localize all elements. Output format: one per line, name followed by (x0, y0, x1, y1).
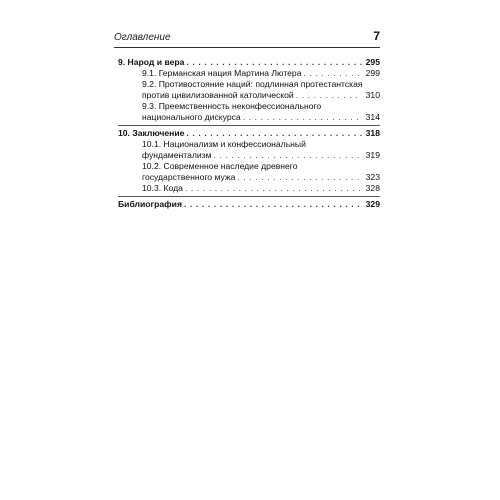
toc-bibliography[interactable] (118, 199, 380, 210)
leader-dots (184, 199, 362, 210)
toc-section-title-cont: национального дискурса (142, 112, 241, 122)
toc-page-number: 318 (365, 128, 380, 138)
toc-page-number: 299 (365, 68, 380, 78)
leader-dots (237, 172, 362, 183)
toc-section-9-3[interactable] (118, 101, 380, 123)
toc-chapter-title: 9. Народ и вера (118, 57, 185, 67)
leader-dots (214, 150, 362, 161)
header-rule (114, 47, 380, 48)
leader-dots (185, 183, 362, 194)
toc-section-title: 10.2. Современное наследие древнего (142, 161, 298, 171)
toc-page-number: 295 (365, 57, 380, 67)
toc-section-9-1[interactable] (118, 68, 380, 79)
toc-page-number: 314 (365, 112, 380, 122)
toc-section-title: 10.3. Кода (142, 183, 183, 193)
toc-section-10-1[interactable] (118, 139, 380, 161)
toc-page-number: 323 (365, 172, 380, 182)
toc-section-title: 9.3. Преемственность неконфессионального (142, 101, 322, 111)
leader-dots (296, 90, 362, 101)
toc-section-title: 9.1. Германская нация Мартина Лютера (142, 68, 302, 78)
toc-section-title: 10.1. Национализм и конфессиональный (142, 139, 306, 149)
toc-chapter-9[interactable] (118, 57, 380, 68)
toc-section-10-3[interactable] (118, 183, 380, 194)
toc-section-title: 9.2. Противостояние наций: подлинная протестантская (142, 79, 363, 89)
toc-chapter-10[interactable] (118, 128, 380, 139)
toc-page-number: 319 (365, 150, 380, 160)
running-title: Оглавление (114, 32, 171, 43)
leader-dots (304, 68, 363, 79)
chapter-divider (118, 125, 380, 126)
chapter-divider (118, 196, 380, 197)
toc-section-title-cont: против цивилизованной католической (142, 90, 294, 100)
toc-section-9-2[interactable] (118, 79, 380, 101)
page-header (114, 29, 380, 47)
toc-page-number: 310 (365, 90, 380, 100)
toc-chapter-title: Библиография (118, 199, 182, 209)
leader-dots (186, 57, 362, 68)
toc-chapter-title: 10. Заключение (118, 128, 185, 138)
table-of-contents (118, 57, 380, 210)
leader-dots (186, 128, 362, 139)
toc-page-number: 329 (365, 199, 380, 209)
page-number: 7 (373, 29, 380, 43)
toc-page-number: 328 (365, 183, 380, 193)
toc-section-title-cont: фундаментализм (142, 150, 212, 160)
toc-section-title-cont: государственного мужа (142, 172, 236, 182)
toc-section-10-2[interactable] (118, 161, 380, 183)
leader-dots (243, 112, 362, 123)
